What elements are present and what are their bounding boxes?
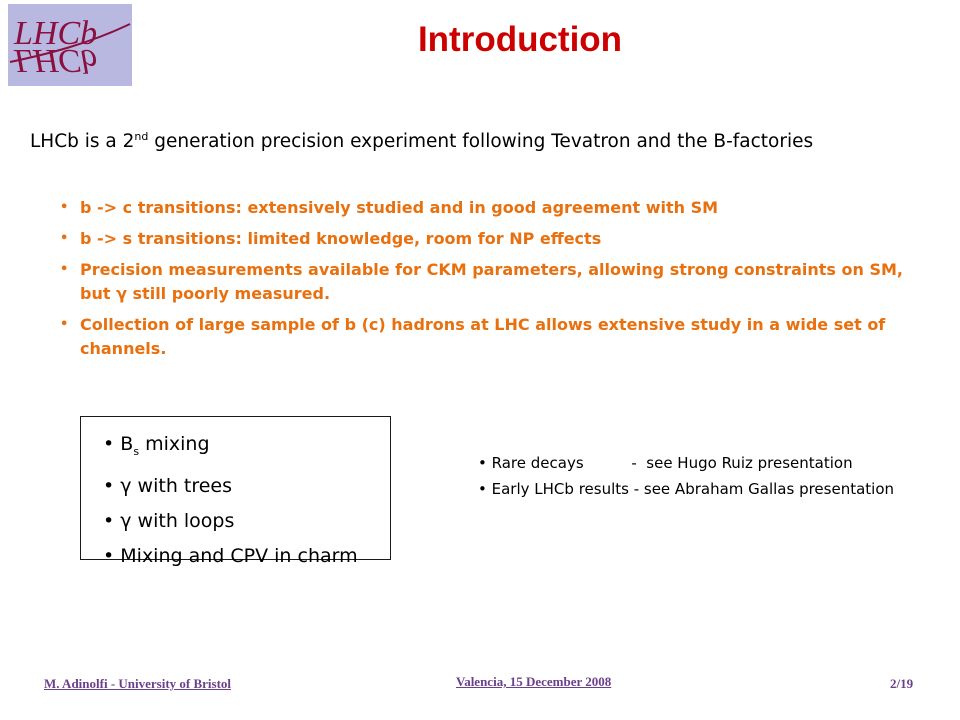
main-bullet-list (60, 196, 930, 368)
topic-text-tail: mixing (139, 433, 210, 455)
bullet-dot-icon: • (60, 317, 69, 332)
bullet-item (60, 313, 930, 361)
reference-text: Rare decays - see Hugo Ruiz presentation (491, 454, 853, 472)
bullet-text: Collection of large sample of b (c) hadrons at LHC allows extensive study in a wide set of channels. (80, 315, 886, 358)
topic-subscript: s (133, 444, 140, 458)
bullet-text: Precision measurements available for CKM parameters, allowing strong constraints on SM, but γ still poorly measured. (80, 260, 903, 303)
topic-item (103, 504, 390, 539)
bullet-text: b -> c transitions: extensively studied and in good agreement with SM (80, 198, 719, 217)
reference-item (478, 450, 894, 476)
footer-event: Valencia, 15 December 2008 (456, 674, 612, 689)
bullet-dot-icon: • (478, 480, 487, 498)
topics-box (80, 416, 391, 567)
bullet-dot-icon: • (478, 454, 487, 472)
reference-item (478, 476, 894, 502)
bullet-item (60, 196, 930, 220)
bullet-text: b -> s transitions: limited knowledge, room for NP effects (80, 229, 602, 248)
subtitle-pre: LHCb is a 2 (30, 131, 135, 153)
topics-list (81, 417, 390, 574)
topic-item (103, 469, 390, 504)
logo-top-text: LHCb (14, 15, 98, 52)
bullet-dot-icon: • (103, 544, 115, 567)
bullet-item (60, 227, 930, 251)
bullet-dot-icon: • (103, 433, 115, 455)
footer-page-number: 2/19 (890, 676, 914, 691)
logo-mirror-text: LHCb (14, 42, 98, 79)
topic-text: γ with loops (120, 509, 235, 532)
topic-text: B (120, 433, 134, 455)
subtitle-superscript: nd (134, 130, 149, 143)
bullet-item (60, 258, 930, 306)
bullet-dot-icon: • (60, 200, 69, 215)
topic-item (103, 539, 390, 574)
bullet-dot-icon: • (60, 262, 69, 277)
footer-author: M. Adinolfi - University of Bristol (44, 676, 232, 691)
reference-list (478, 450, 894, 502)
slide-subtitle (30, 130, 813, 152)
topic-text: γ with trees (120, 474, 233, 497)
topic-item (103, 427, 390, 469)
bullet-dot-icon: • (103, 509, 115, 532)
slide-title: Introduction (417, 20, 623, 59)
bullet-dot-icon: • (103, 474, 115, 497)
subtitle-post: generation precision experiment following Tevatron and the B-factories (148, 131, 814, 153)
reference-text: Early LHCb results - see Abraham Gallas presentation (491, 480, 895, 498)
topic-text: Mixing and CPV in charm (120, 544, 358, 567)
bullet-dot-icon: • (60, 231, 69, 246)
